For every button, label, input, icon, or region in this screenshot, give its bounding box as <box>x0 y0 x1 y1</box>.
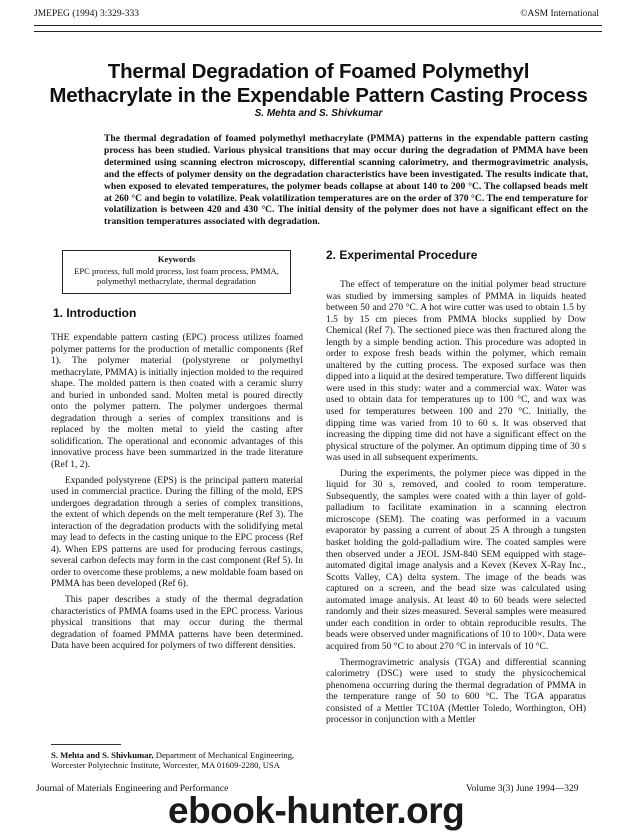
paragraph: During the experiments, the polymer piece was dipped in the liquid for 30 s, removed, and cooled to room temperature. Subsequently, the samples were coated with a thin layer of gold-palladium to facilitate examination in a scanning electron microscope (SEM). The coating was performed in a vacuum evaporator by passing a current of about 25 A through a tungsten basket holding the gold-palladium wire. The coated samples were then observed under a JEOL JSM-840 SEM equipped with stage-automated digital image analysis and a Kevex (Kevex X-Ray Inc., Scotts Valley, CA) delta system. The image of the beads was captured on a screen, and the bead size was calculated using automated image analysis. At least 40 to 60 beads were selected randomly and their sizes measured. Several samples were measured under each condition in order to obtain reproducible results. The beads were observed under magnifications of 10 to 100×. Data were acquired from 50 °C to about 270 °C in intervals of 10 °C. <box>326 468 586 652</box>
title-line: Methacrylate in the Expendable Pattern Casting Process <box>49 84 588 107</box>
footnote-rule <box>51 744 121 745</box>
left-column-text <box>51 333 303 653</box>
footer-volume: Volume 3(3) June 1994—329 <box>466 784 579 794</box>
section-heading-introduction: 1. Introduction <box>53 306 137 320</box>
paragraph: Thermogravimetric analysis (TGA) and differential scanning calorimetry (DSC) were used to study the physicochemical phenomena occurring during the thermal degradation of PMMA in the temperature range of 50 to 600 °C. The TGA apparatus consisted of a Mettler TC10A (Mettler Toledo, Worthington, OH) processor in conjunction with a Mettler <box>326 657 586 726</box>
author-affiliation <box>51 750 313 770</box>
keywords-text: EPC process, full mold process, lost foam process, PMMA, polymethyl methacrylate, thermal degradation <box>74 266 279 286</box>
section-heading-experimental: 2. Experimental Procedure <box>326 248 478 262</box>
keywords-box <box>62 250 291 294</box>
paper-title <box>0 60 637 108</box>
footer-journal-name: Journal of Materials Engineering and Performance <box>36 784 229 794</box>
keywords-heading: Keywords <box>157 254 196 264</box>
author-line: S. Mehta and S. Shivkumar <box>254 108 383 119</box>
paragraph: Expanded polystyrene (EPS) is the principal pattern material used in commercial practice. During the filling of the mold, EPS undergoes degradation through a series of complex transitions, the extent of which depends on the melt temperature (Ref 3). The interaction of the degradation products with the solidifying metal may lead to defects in the casting unique to the EPC process (Ref 4). When EPS patterns are used for producing ferrous castings, several carbon defects may form in the cast component (Ref 5). In order to overcome these problems, a new moldable foam based on PMMA has been developed (Ref 6). <box>51 475 303 590</box>
abstract: The thermal degradation of foamed polymethyl methacrylate (PMMA) patterns in the expendable pattern casting process has been studied. Various physical transitions that may occur during the degradation of PMMA have been determined using scanning electron microscopy, differential scanning calorimetry, and thermogravimetric analysis, and the effects of polymer density on the degradation characteristics have been investigated. The results indicate that, when exposed to elevated temperatures, the polymer beads collapse at about 140 to 200 °C. The collapsed beads melt at 260 °C and begin to volatilize. Peak volatilization temperatures are on the order of 370 °C. The end temperature for volatilization is between 420 and 430 °C. The initial density of the polymer does not have a significant effect on the transition temperatures associated with degradation. <box>104 133 588 228</box>
affiliation-text: Department of Mechanical Engineering, Worcester Polytechnic Institute, Worcester, MA 01609-2280, USA <box>51 750 295 770</box>
affiliation-names: S. Mehta and S. Shivkumar, <box>51 750 154 760</box>
paragraph: This paper describes a study of the thermal degradation characteristics of PMMA foams used in the EPC process. Various physical transitions that may occur during the thermal degradation of foamed PMMA patterns have been determined. Data have been acquired for polymers of two different densities. <box>51 595 303 652</box>
header-rule-bottom <box>34 31 602 32</box>
paragraph: THE expendable pattern casting (EPC) process utilizes foamed polymer patterns for the production of metallic components (Ref 1). The polymer material (polystyrene or polymethyl methacrylate, PMMA) is initially injection molded to the required shape. The molded pattern is then coated with a ceramic slurry and buried in unbonded sand. Molten metal is poured directly onto the polymer pattern. The polymer undergoes thermal degradation through a series of complex transitions and is replaced by the molten metal to yield the casting after solidification. The operational and economic advantages of this innovative process have been summarized in the trade literature (Ref 1, 2). <box>51 333 303 471</box>
paragraph: The effect of temperature on the initial polymer bead structure was studied by immersing samples of PMMA in liquids heated between 50 and 270 °C. A hot wire cutter was used to obtain 1.5 by 1.5 by 15 cm pieces from PMMA blocks supplied by Dow Chemical (Ref 7). The sectioned piece was then fractured along the length by a simple bending action. This procedure was adopted in order to expose fresh beads within the polymer, which remain unaltered by the cutting process. The exposed surface was then dipped into a liquid at the desired temperature. Two different liquids were used in this study: water and a commercial wax. Water was used to obtain data for temperatures up to 100 °C, and wax was used for temperatures between 100 and 270 °C. Initially, the dipping time was varied from 10 to 60 s. It was observed that increasing the dipping time did not have a significant effect on the physical structure of the polymer. An optimum dipping time of 30 s was used in all subsequent experiments. <box>326 280 586 464</box>
right-column-text <box>326 280 586 727</box>
header-rule-top <box>34 25 602 26</box>
title-line: Thermal Degradation of Foamed Polymethyl <box>107 60 530 83</box>
journal-reference: JMEPEG (1994) 3:329-333 <box>34 9 140 19</box>
publisher-mark: ©ASM International <box>520 9 599 19</box>
watermark: ebook-hunter.org <box>168 790 465 831</box>
